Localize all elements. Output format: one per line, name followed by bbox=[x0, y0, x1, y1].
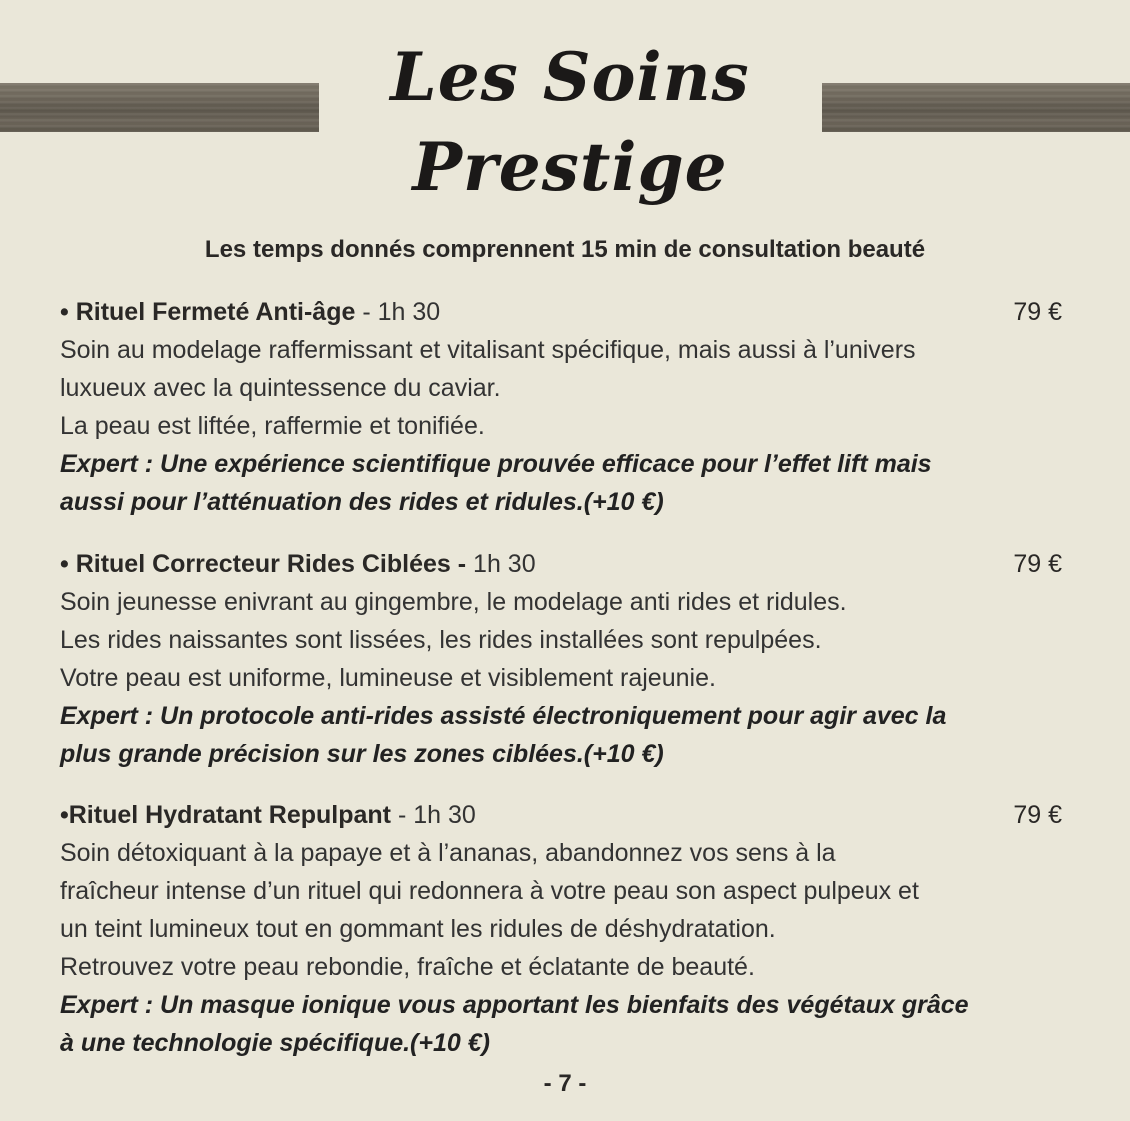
subtitle: Les temps donnés comprennent 15 min de consultation beauté bbox=[204, 236, 926, 263]
ritual-expert-line: aussi pour l’atténuation des rides et ridules.(+10 €) bbox=[60, 488, 664, 516]
ritual-description-line: Soin au modelage raffermissant et vitalisant spécifique, mais aussi à l’univers bbox=[60, 336, 916, 364]
ritual-section bbox=[60, 545, 1080, 773]
ritual-duration: - 1h 30 bbox=[391, 801, 476, 829]
ritual-header bbox=[60, 796, 1080, 834]
ritual-section bbox=[60, 796, 1080, 1062]
ritual-name: • Rituel Fermeté Anti-âge bbox=[60, 298, 356, 326]
page-title-line2: Prestige bbox=[412, 128, 728, 206]
ritual-expert-line: à une technologie spécifique.(+10 €) bbox=[60, 1029, 490, 1057]
ritual-description-line: Retrouvez votre peau rebondie, fraîche et éclatante de beauté. bbox=[60, 953, 755, 981]
ritual-header bbox=[60, 293, 1080, 331]
ritual-name: •Rituel Hydratant Repulpant bbox=[60, 801, 391, 829]
ritual-header bbox=[60, 545, 1080, 583]
ritual-description-line: un teint lumineux tout en gommant les ridules de déshydratation. bbox=[60, 915, 776, 943]
ritual-price: 79 € bbox=[1013, 298, 1062, 326]
ritual-expert-line: Expert : Une expérience scientifique prouvée efficace pour l’effet lift mais bbox=[60, 450, 932, 478]
page-number: - 7 - bbox=[543, 1070, 587, 1097]
ritual-duration: 1h 30 bbox=[466, 550, 536, 578]
ritual-price: 79 € bbox=[1013, 550, 1062, 578]
ritual-description-line: Les rides naissantes sont lissées, les rides installées sont repulpées. bbox=[60, 626, 822, 654]
ritual-price: 79 € bbox=[1013, 801, 1062, 829]
ritual-expert-line: Expert : Un masque ionique vous apportant les bienfaits des végétaux grâce bbox=[60, 991, 969, 1019]
ritual-description-line: luxueux avec la quintessence du caviar. bbox=[60, 374, 501, 402]
ritual-description-line: fraîcheur intense d’un rituel qui redonnera à votre peau son aspect pulpeux et bbox=[60, 877, 919, 905]
ritual-expert-line: plus grande précision sur les zones ciblées.(+10 €) bbox=[60, 740, 664, 768]
ritual-name: • Rituel Correcteur Rides Ciblées - bbox=[60, 550, 467, 578]
ritual-section bbox=[60, 293, 1080, 521]
ritual-description-line: La peau est liftée, raffermie et tonifiée. bbox=[60, 412, 485, 440]
ritual-description-line: Soin jeunesse enivrant au gingembre, le modelage anti rides et ridules. bbox=[60, 588, 847, 616]
ritual-description-line: Soin détoxiquant à la papaye et à l’ananas, abandonnez vos sens à la bbox=[60, 839, 836, 867]
wood-banner-left bbox=[0, 83, 319, 132]
page-title-line1: Les Soins bbox=[390, 38, 750, 116]
ritual-description-line: Votre peau est uniforme, lumineuse et visiblement rajeunie. bbox=[60, 664, 716, 692]
ritual-duration: - 1h 30 bbox=[355, 298, 441, 326]
ritual-expert-line: Expert : Un protocole anti-rides assisté électroniquement pour agir avec la bbox=[60, 702, 947, 730]
wood-banner-right bbox=[822, 83, 1130, 132]
